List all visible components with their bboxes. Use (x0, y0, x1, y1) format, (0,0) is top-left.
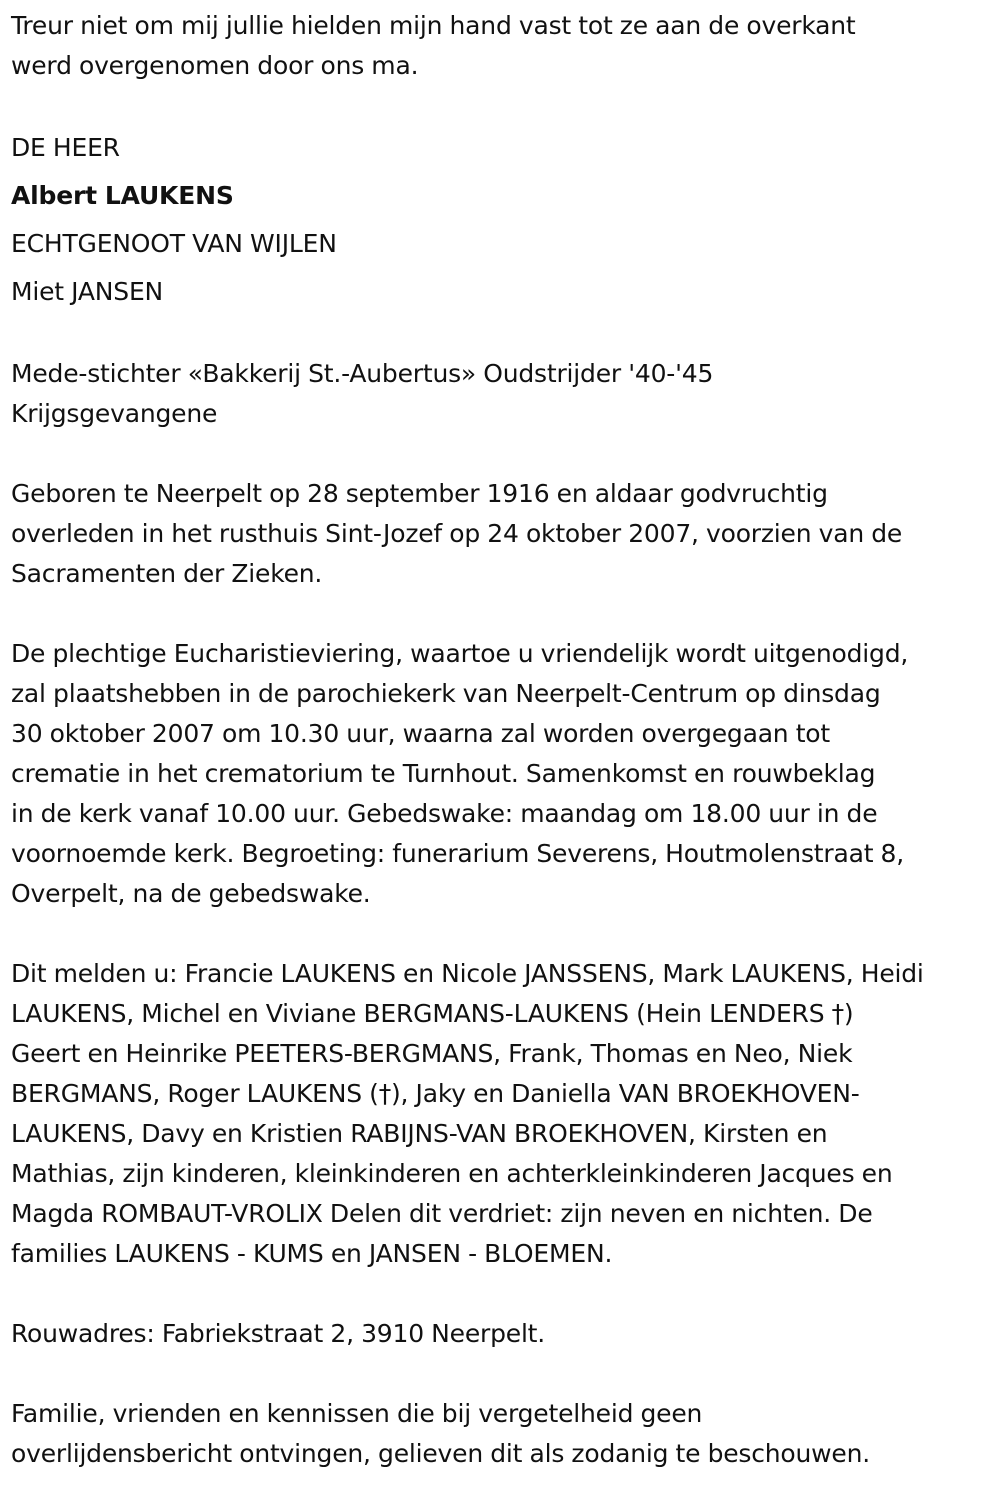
family-line: Geert en Heinrike PEETERS-BERGMANS, Frank, Thomas en Neo, Niek (11, 1039, 853, 1068)
quote-line: Treur niet om mij jullie hielden mijn hand vast tot ze aan de overkant (11, 11, 856, 40)
family-line: Magda ROMBAUT-VROLIX Delen dit verdriet: zijn neven en nichten. De (11, 1199, 873, 1228)
spouse-label: ECHTGENOOT VAN WIJLEN (11, 229, 337, 258)
ceremony-line: crematie in het crematorium te Turnhout. Samenkomst en rouwbeklag (11, 759, 876, 788)
birth-death-paragraph (11, 474, 991, 594)
family-line: families LAUKENS - KUMS en JANSEN - BLOEMEN. (11, 1239, 613, 1268)
family-line: BERGMANS, Roger LAUKENS (†), Jaky en Daniella VAN BROEKHOVEN- (11, 1079, 860, 1108)
ceremony-line: 30 oktober 2007 om 10.30 uur, waarna zal worden overgegaan tot (11, 719, 831, 748)
closing-line: overlijdensbericht ontvingen, gelieven dit als zodanig te beschouwen. (11, 1439, 870, 1468)
honorific-title: DE HEER (11, 133, 120, 162)
deceased-header (11, 124, 991, 316)
mourning-address (11, 1314, 991, 1354)
deceased-name: Albert LAUKENS (11, 181, 234, 210)
birth-death-line: Sacramenten der Zieken. (11, 559, 323, 588)
roles-paragraph (11, 354, 991, 434)
spouse-name: Miet JANSEN (11, 277, 164, 306)
birth-death-line: Geboren te Neerpelt op 28 september 1916 en aldaar godvruchtig (11, 479, 828, 508)
quote-line: werd overgenomen door ons ma. (11, 51, 419, 80)
opening-quote (11, 6, 991, 86)
family-line: Mathias, zijn kinderen, kleinkinderen en achterkleinkinderen Jacques en (11, 1159, 893, 1188)
family-paragraph (11, 954, 991, 1274)
ceremony-line: De plechtige Eucharistieviering, waartoe u vriendelijk wordt uitgenodigd, (11, 639, 909, 668)
ceremony-line: zal plaatshebben in de parochiekerk van Neerpelt-Centrum op dinsdag (11, 679, 881, 708)
family-line: LAUKENS, Davy en Kristien RABIJNS-VAN BROEKHOVEN, Kirsten en (11, 1119, 828, 1148)
birth-death-line: overleden in het rusthuis Sint-Jozef op 24 oktober 2007, voorzien van de (11, 519, 903, 548)
ceremony-line: in de kerk vanaf 10.00 uur. Gebedswake: maandag om 18.00 uur in de (11, 799, 878, 828)
family-line: LAUKENS, Michel en Viviane BERGMANS-LAUKENS (Hein LENDERS †) (11, 999, 854, 1028)
obituary-document (11, 6, 991, 1474)
family-line: Dit melden u: Francie LAUKENS en Nicole JANSSENS, Mark LAUKENS, Heidi (11, 959, 924, 988)
closing-line: Familie, vrienden en kennissen die bij vergetelheid geen (11, 1399, 703, 1428)
address-line: Rouwadres: Fabriekstraat 2, 3910 Neerpelt. (11, 1319, 546, 1348)
ceremony-paragraph (11, 634, 991, 914)
roles-line: Mede-stichter «Bakkerij St.-Aubertus» Oudstrijder '40-'45 (11, 359, 714, 388)
closing-paragraph (11, 1394, 991, 1474)
roles-line: Krijgsgevangene (11, 399, 218, 428)
ceremony-line: voornoemde kerk. Begroeting: funerarium Severens, Houtmolenstraat 8, (11, 839, 904, 868)
ceremony-line: Overpelt, na de gebedswake. (11, 879, 371, 908)
